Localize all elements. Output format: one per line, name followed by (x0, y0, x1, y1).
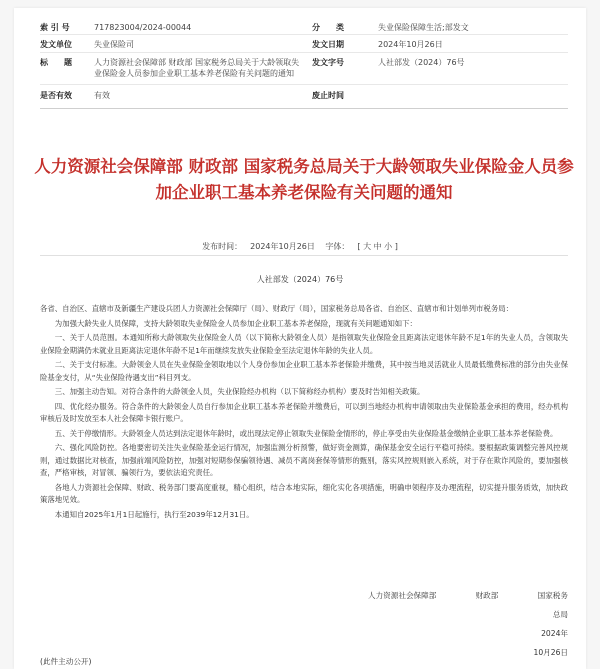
recipients: 各省、自治区、直辖市及新疆生产建设兵团人力资源社会保障厅（局）、财政厅（局），国家税务总局各省、自治区、直辖市和计划单列市税务局： (40, 304, 513, 313)
font-size-switcher[interactable]: [ 大 中 小 ] (357, 242, 398, 251)
paragraph: 二、关于支付标准。大龄领金人员在失业保险金领取地以个人身份参加企业职工基本养老保险并缴费，其中按当地灵活就业人员最低缴费标准的部分由失业保险基金支付，从“失业保险待遇支出”科目列支。 (40, 360, 568, 382)
category-label: 分 类 (312, 23, 344, 32)
metadata-divider (40, 108, 568, 109)
signatory-mohrss: 人力资源社会保障部 (368, 591, 437, 600)
paragraph: 为加强大龄失业人员保障，支持大龄领取失业保险金人员参加企业职工基本养老保险，现就有关问题通知如下： (54, 318, 417, 328)
title-value: 人力资源社会保障部 财政部 国家税务总局关于大龄领取失业保险金人员参加企业职工基本养老保险有关问题的通知 (94, 58, 300, 78)
doc-number-value: 人社部发（2024）76号 (378, 58, 465, 67)
font-size-label: 字体： (325, 242, 350, 251)
index-number-label: 索 引 号 (40, 23, 70, 32)
paragraph: 一、关于人员范围。本通知所称大龄领取失业保险金人员（以下简称大龄领金人员）是指领取失业保险金且距离法定退休年龄不足1年的失业人员，含领取失业保险金期满仍未就业且距离法定退休年龄不足1年而继续发放失业保险金至法定退休年龄的失业人员。 (40, 333, 568, 355)
doc-number-label: 发文字号 (312, 58, 344, 67)
metadata-row (40, 85, 568, 105)
issuer-label: 发文单位 (40, 40, 72, 49)
metadata-row (40, 35, 568, 53)
title-label: 标 题 (40, 58, 72, 67)
document-page (14, 8, 586, 669)
metadata-row (40, 53, 568, 85)
header-divider (40, 255, 568, 256)
signature-block (368, 586, 568, 662)
signatory-mof: 财政部 (475, 591, 499, 600)
signature-year: 2024年 (541, 629, 568, 638)
signature-date: 10月26日 (533, 648, 568, 657)
category-value: 失业保险保障生活;部发文 (378, 23, 469, 32)
paragraph: 五、关于停缴情形。大龄领金人员达到法定退休年龄时，或出现法定停止领取失业保险金情形的，停止享受由失业保险基金缴纳企业职工基本养老保险费。 (54, 428, 558, 438)
index-number-value: 717823004/2024-00044 (94, 23, 192, 32)
publish-date-label: 发布时间： (202, 242, 243, 251)
document-title: 人力资源社会保障部 财政部 国家税务总局关于大龄领取失业保险金人员参加企业职工基本养老保险有关问题的通知 (34, 157, 574, 202)
validity-value: 有效 (94, 91, 110, 100)
abolish-time-label: 废止时间 (312, 91, 344, 100)
document-body (40, 303, 568, 523)
paragraph: 四、优化经办服务。符合条件的大龄领金人员自行参加企业职工基本养老保险并缴费后，可以到当地经办机构申请领取由失业保险基金承担的费用，经办机构审核后及时发放至本人社会保障卡银行账户。 (40, 401, 568, 423)
paragraph: 各地人力资源社会保障、财政、税务部门要高度重视，精心组织，结合本地实际，细化实化各项措施，明确申领程序及办理流程，切实提升服务质效，加快政策落地见效。 (40, 482, 568, 504)
paragraph: 本通知自2025年1月1日起施行，执行至2039年12月31日。 (54, 509, 254, 519)
signatory-sta-cont: 总局 (552, 610, 568, 619)
issue-date-label: 发文日期 (312, 40, 344, 49)
issuer-value: 失业保险司 (94, 40, 134, 49)
metadata-row (40, 18, 568, 35)
issue-date-value: 2024年10月26日 (378, 40, 443, 49)
publish-date: 2024年10月26日 (250, 242, 315, 251)
public-notice: (此件主动公开) (40, 657, 92, 666)
validity-label: 是否有效 (40, 91, 72, 100)
publish-info (14, 241, 586, 252)
metadata-table (40, 18, 568, 105)
document-number: 人社部发（2024）76号 (256, 275, 344, 284)
paragraph: 三、加强主动告知。对符合条件的大龄领金人员，失业保险经办机构（以下简称经办机构）要及时告知相关政策。 (54, 387, 425, 396)
signatory-sta: 国家税务 (537, 591, 568, 600)
paragraph: 六、强化风险防控。各地要密切关注失业保险基金运行情况，加强监测分析预警，做好资金测算，确保基金安全运行平稳可持续。要根据政策调整完善风控规则，通过数据比对核查，加强前端风险防控，加强对短期参保骗领待遇、减员不离岗套保等情形的甄别，落实风控规则嵌入系统，对于存在欺诈风险的，要加强核查，严格审核，对冒领、骗领行为，要依法追究责任。 (40, 443, 568, 477)
